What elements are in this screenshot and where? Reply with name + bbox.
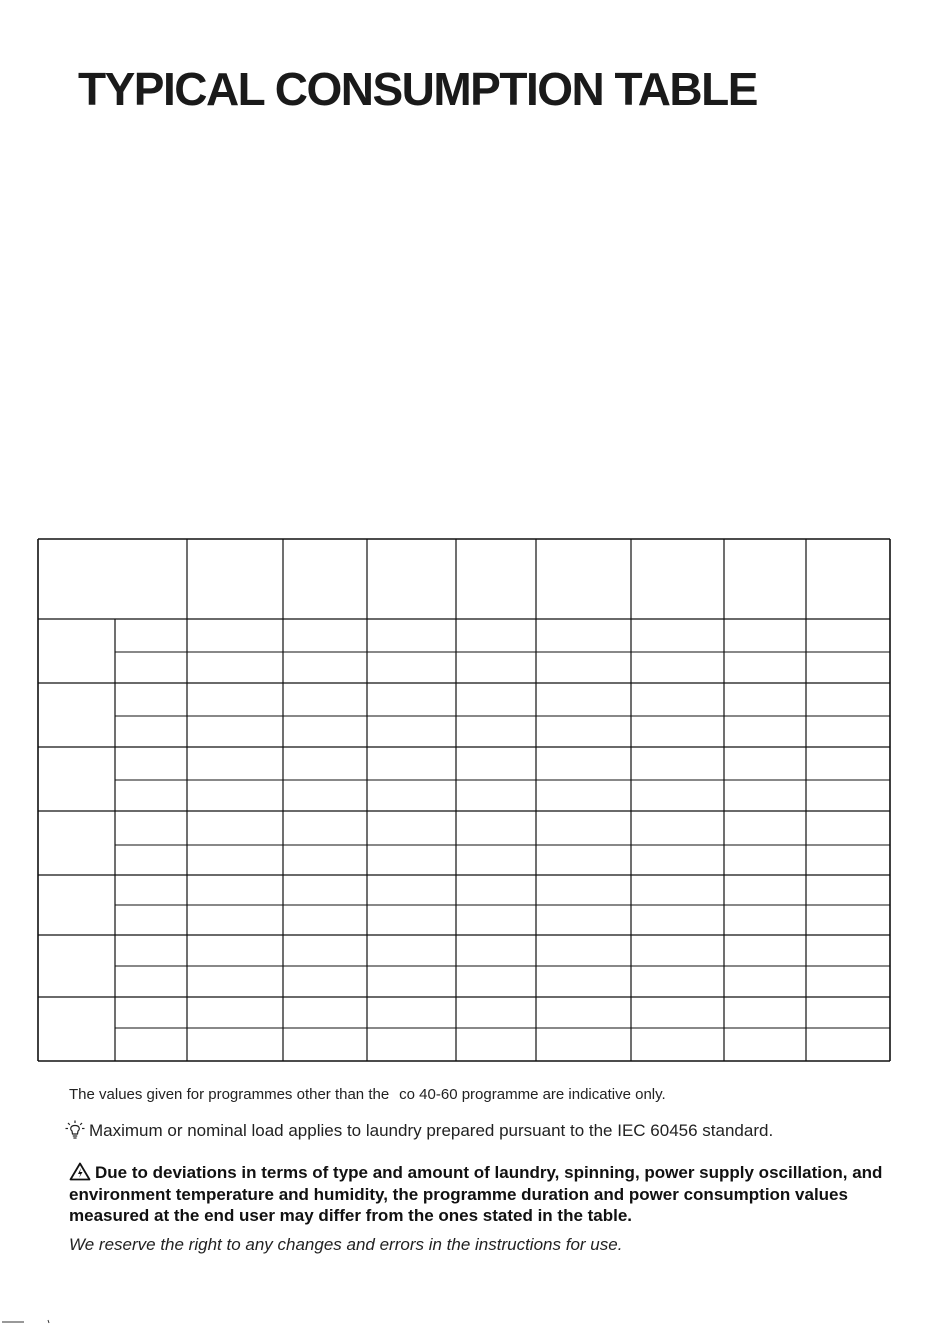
note-load (69, 1120, 889, 1142)
lightbulb-icon (65, 1120, 85, 1142)
note-indicative-before: The values given for programmes other than the (69, 1086, 390, 1103)
note-indicative (69, 1086, 889, 1103)
note-warning (69, 1162, 889, 1227)
note-warning-text: Due to deviations in terms of type and amount of laundry, spinning, power supply oscillation, and environment temperature and humidity, the programme duration and power consumption values measured at the end user may differ from the ones stated in the table. (69, 1163, 883, 1225)
note-load-text: Maximum or nominal load applies to laundry prepared pursuant to the IEC 60456 standard. (89, 1121, 774, 1140)
note-reserve: We reserve the right to any changes and errors in the instructions for use. (69, 1235, 623, 1254)
warning-triangle-icon (69, 1162, 91, 1181)
page-title: TYPICAL CONSUMPTION TABLE (78, 63, 757, 115)
note-indicative-after: co 40-60 programme are indicative only. (399, 1086, 666, 1103)
scan-mark (0, 1318, 60, 1324)
